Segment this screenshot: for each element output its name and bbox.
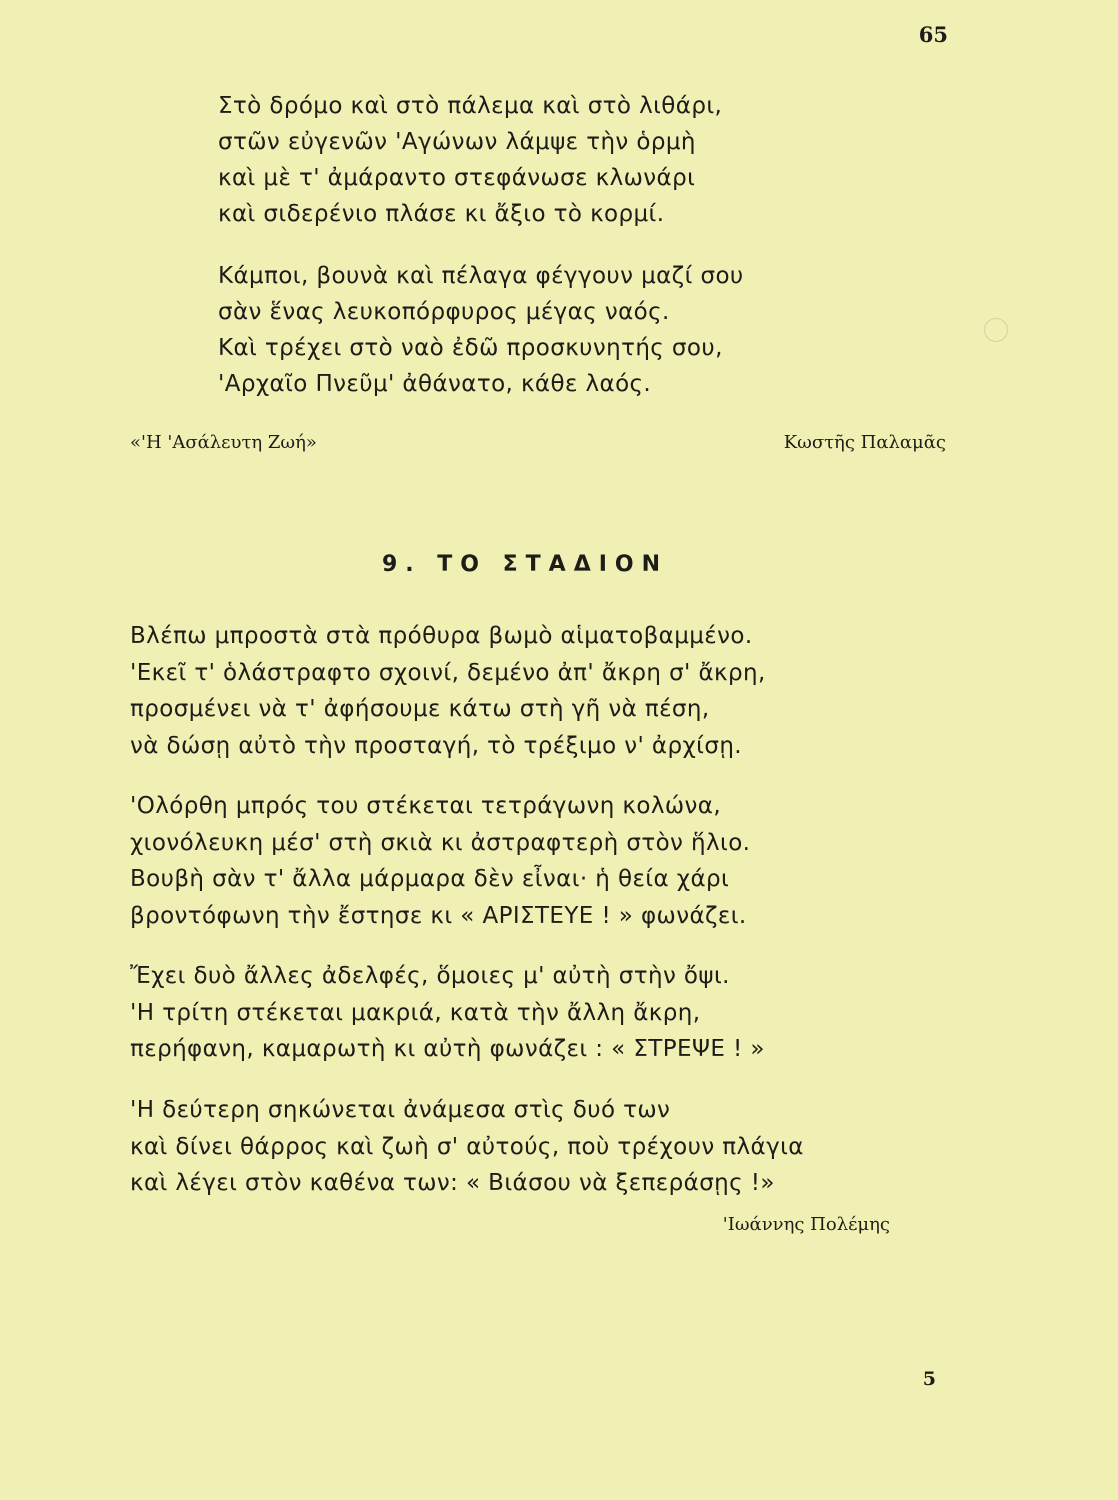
poem2-title: 9. ΤΟ ΣΤΑΔΙΟΝ — [381, 552, 669, 577]
verse-line: Βλέπω μπροστὰ στὰ πρόθυρα βωμὸ αἱματοβαμμένο. — [130, 623, 753, 649]
poem2-stanza-4 — [130, 1092, 804, 1202]
verse-line: Κάμποι, βουνὰ καὶ πέλαγα φέγγουν μαζί σου — [218, 263, 744, 289]
verse-line: καὶ λέγει στὸν καθένα των: « Βιάσου νὰ ξεπεράσῃς !» — [130, 1170, 775, 1196]
verse-line: καὶ μὲ τ' ἀμάραντο στεφάνωσε κλωνάρι — [218, 165, 696, 191]
verse-line: χιονόλευκη μέσ' στὴ σκιὰ κι ἀστραφτερὴ στὸν ἥλιο. — [130, 829, 751, 856]
poem2-stanza-3 — [130, 958, 765, 1068]
page-number: 65 — [918, 22, 948, 47]
verse-line: 'Η τρίτη στέκεται μακριά, κατὰ τὴν ἄλλη ἄκρη, — [130, 999, 701, 1026]
verse-line: σὰν ἕνας λευκοπόρφυρος μέγας ναός. — [218, 299, 670, 325]
verse-line: καὶ σιδερένιο πλάσε κι ἄξιο τὸ κορμί. — [218, 201, 665, 227]
verse-line: νὰ δώσῃ αὐτὸ τὴν προσταγή, τὸ τρέξιμο ν' ἀρχίσῃ. — [130, 732, 743, 759]
verse-line: περήφανη, καμαρωτὴ κι αὐτὴ φωνάζει : « ΣΤΡΕΨΕ ! » — [130, 1036, 765, 1062]
verse-line: 'Εκεῖ τ' ὁλάστραφτο σχοινί, δεμένο ἀπ' ἄκρη σ' ἄκρη, — [130, 659, 766, 686]
verse-line: βροντόφωνη τὴν ἔστησε κι « ΑΡΙΣΤΕΥΕ ! » φωνάζει. — [130, 902, 747, 929]
poem1-stanza-1 — [218, 88, 722, 232]
poem2-author: 'Ιωάννης Πολέμης — [722, 1214, 890, 1235]
verse-line: 'Η δεύτερη σηκώνεται ἀνάμεσα στὶς δυό των — [130, 1097, 671, 1123]
poem2-stanza-1 — [130, 618, 766, 764]
paper-smudge — [984, 318, 1008, 342]
signature-mark: 5 — [922, 1368, 936, 1390]
poem1-source: «'Η 'Ασάλευτη Ζωή» — [130, 432, 317, 453]
verse-line: 'Ολόρθη μπρός του στέκεται τετράγωνη κολώνα, — [130, 793, 722, 819]
verse-line: 'Αρχαῖο Πνεῦμ' ἀθάνατο, κάθε λαός. — [218, 371, 652, 397]
verse-line: Ἔχει δυὸ ἄλλες ἀδελφές, ὅμοιες μ' αὐτὴ στὴν ὄψι. — [130, 963, 730, 989]
verse-line: καὶ δίνει θάρρος καὶ ζωὴ σ' αὐτούς, ποὺ τρέχουν πλάγια — [130, 1133, 804, 1160]
poem2-stanza-2 — [130, 788, 750, 934]
verse-line: Βουβὴ σὰν τ' ἄλλα μάρμαρα δὲν εἶναι· ἡ θεία χάρι — [130, 866, 730, 892]
verse-line: προσμένει νὰ τ' ἀφήσουμε κάτω στὴ γῆ νὰ πέση, — [130, 696, 710, 722]
verse-line: Καὶ τρέχει στὸ ναὸ ἐδῶ προσκυνητής σου, — [218, 335, 723, 361]
verse-line: Στὸ δρόμο καὶ στὸ πάλεμα καὶ στὸ λιθάρι, — [218, 93, 723, 119]
poem1-stanza-2 — [218, 258, 744, 402]
verse-line: στῶν εὐγενῶν 'Αγώνων λάμψε τὴν ὁρμὴ — [218, 129, 696, 155]
poem1-author: Κωστῆς Παλαμᾶς — [783, 432, 946, 453]
